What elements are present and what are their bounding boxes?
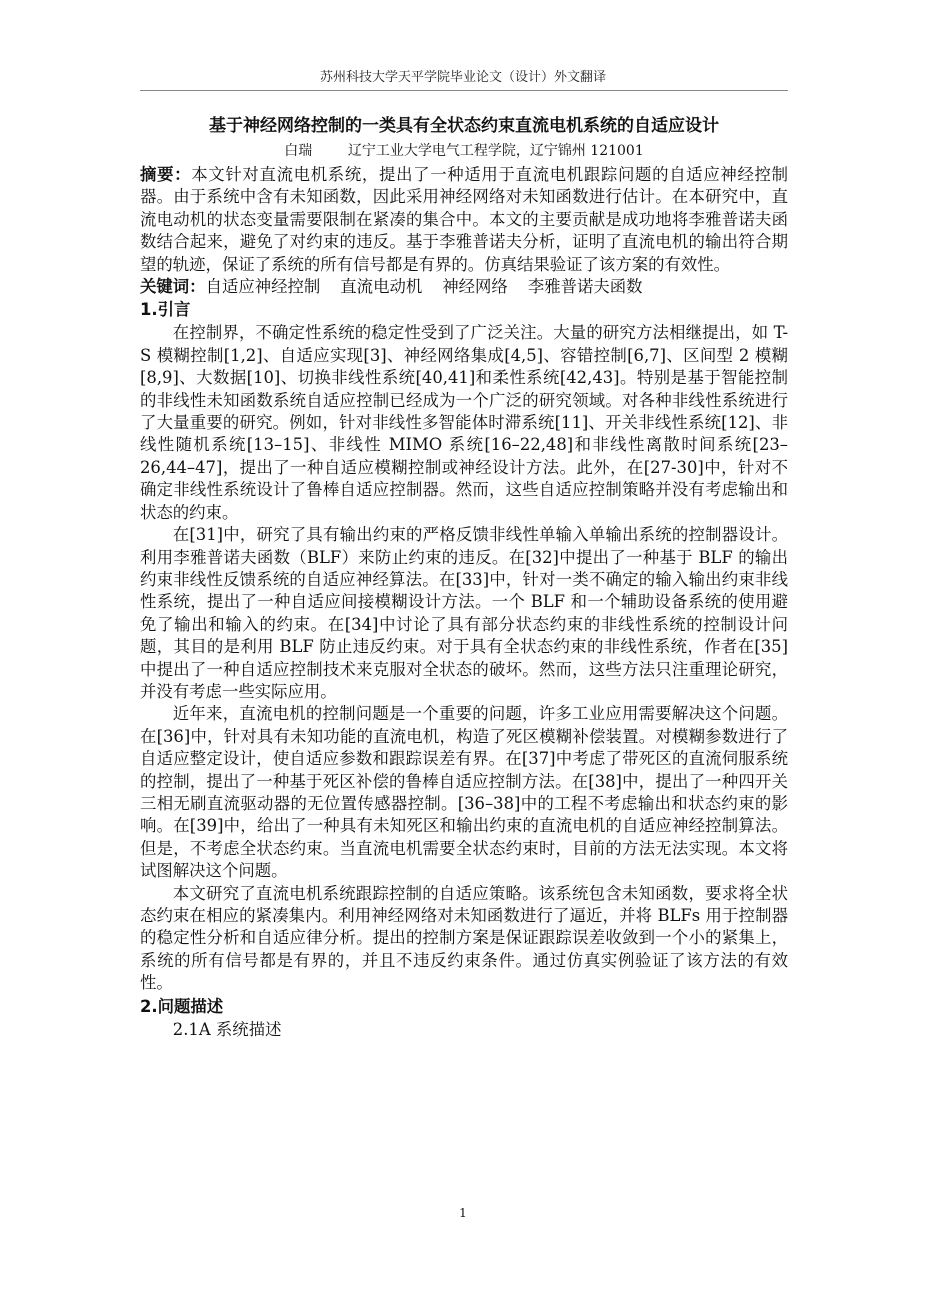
keywords-label: 关键词： <box>140 277 206 297</box>
keyword-item: 自适应神经控制 <box>205 277 321 297</box>
abstract <box>140 164 788 276</box>
keyword-item: 直流电动机 <box>340 277 423 297</box>
intro-paragraph: 近年来，直流电机的控制问题是一个重要的问题，许多工业应用需要解决这个问题。在[36]中，针对具有未知功能的直流电机，构造了死区模糊补偿装置。对模糊参数进行了自适应整定设计，使自适应参数和跟踪误差有界。在[37]中考虑了带死区的直流伺服系统的控制，提出了一种基于死区补偿的鲁棒自适应控制方法。在[38]中，提出了一种四开关三相无刷直流驱动器的无位置传感器控制。[36–38]中的工程不考虑输出和状态约束的影响。在[39]中，给出了一种具有未知死区和输出约束的直流电机的自适应神经控制算法。但是，不考虑全状态约束。当直流电机需要全状态约束时，目前的方法无法实现。本文将试图解决这个问题。 <box>140 704 788 881</box>
paper-title: 基于神经网络控制的一类具有全状态约束直流电机系统的自适应设计 <box>209 116 719 136</box>
author-line <box>140 141 788 161</box>
keyword-item: 李雅普诺夫函数 <box>527 277 643 297</box>
paper-body <box>140 164 788 1041</box>
keywords <box>140 276 788 298</box>
intro-paragraph: 在控制界，不确定性系统的稳定性受到了广泛关注。大量的研究方法相继提出，如 T-S 模糊控制[1,2]、自适应实现[3]、神经网络集成[4,5]、容错控制[6,7]、区间型 2 模糊[8,9]、大数据[10]、切换非线性系统[40,41]和柔性系统[42,43]。特别是基于智能控制的非线性未知函数系统自适应控制已经成为一个广泛的研究领域。对各种非线性系统进行了大量重要的研究。例如，针对非线性多智能体时滞系统[11]、开关非线性系统[12]、非线性随机系统[13–15]、非线性 MIMO 系统[16–22,48]和非线性离散时间系统[23–26,44–47]，提出了一种自适应模糊控制或神经设计方法。此外，在[27-30]中，针对不确定非线性系统设计了鲁棒自适应控制器。然而，这些自适应控制策略并没有考虑输出和状态的约束。 <box>140 323 788 522</box>
intro-paragraph: 本文研究了直流电机系统跟踪控制的自适应策略。该系统包含未知函数，要求将全状态约束在相应的紧凑集内。利用神经网络对未知函数进行了逼近，并将 BLFs 用于控制器的稳定性分析和自适应律分析。提出的控制方案是保证跟踪误差收敛到一个小的紧集上，系统的所有信号都是有界的，并且不违反约束条件。通过仿真实例验证了该方法的有效性。 <box>140 883 788 993</box>
running-header: 苏州科技大学天平学院毕业论文（设计）外文翻译 <box>319 70 606 85</box>
header-divider <box>140 90 788 91</box>
section-heading-problem: 2.问题描述 <box>140 996 224 1016</box>
author-affiliation: 辽宁工业大学电气工程学院，辽宁锦州 121001 <box>347 143 644 159</box>
section-heading-introduction: 1.引言 <box>140 300 191 320</box>
intro-paragraph: 在[31]中，研究了具有输出约束的严格反馈非线性单输入单输出系统的控制器设计。利用李雅普诺夫函数（BLF）来防止约束的违反。在[32]中提出了一种基于 BLF 的输出约束非线性反馈系统的自适应神经算法。在[33]中，针对一类不确定的输入输出约束非线性系统，提出了一种自适应间接模糊设计方法。一个 BLF 和一个辅助设备系统的使用避免了输出和输入的约束。在[34]中讨论了具有部分状态约束的非线性系统的控制设计问题，其目的是利用 BLF 防止违反约束。对于具有全状态约束的非线性系统，作者在[35]中提出了一种自适应控制技术来克服对全状态的破坏。然而，这些方法只注重理论研究，并没有考虑一些实际应用。 <box>140 525 788 701</box>
abstract-label: 摘要： <box>140 165 192 184</box>
subsection-heading: 2.1A 系统描述 <box>172 1019 282 1039</box>
page-number: 1 <box>459 1206 467 1220</box>
abstract-text: 本文针对直流电机系统，提出了一种适用于直流电机跟踪问题的自适应神经控制器。由于系统中含有未知函数，因此采用神经网络对未知函数进行估计。在本研究中，直流电动机的状态变量需要限制在紧凑的集合中。本文的主要贡献是成功地将李雅普诺夫函数结合起来，避免了对约束的违反。基于李雅普诺夫分析，证明了直流电机的输出符合期望的轨迹，保证了系统的所有信号都是有界的。仿真结果验证了该方案的有效性。 <box>140 165 789 274</box>
author-name: 白瑞 <box>284 143 313 159</box>
keyword-item: 神经网络 <box>442 277 508 297</box>
